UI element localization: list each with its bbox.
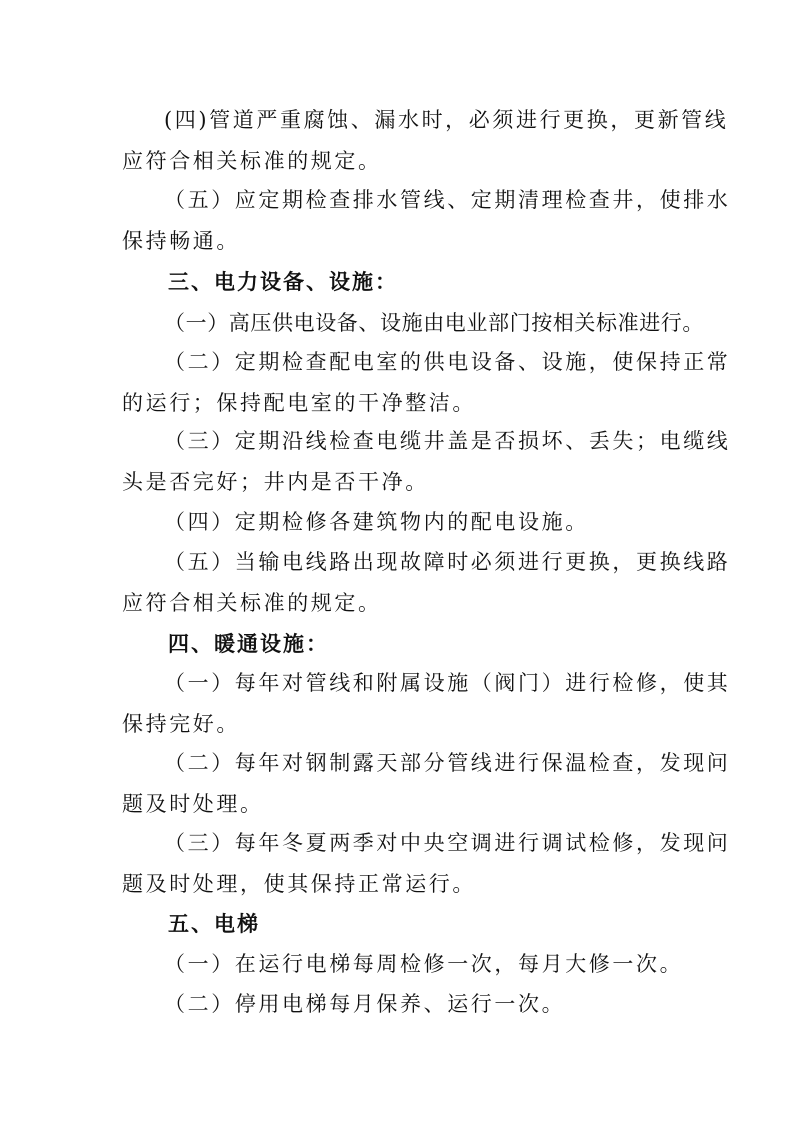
paragraph-line: （五）当输电线路出现故障时必须进行更换，更换线路 — [164, 550, 731, 574]
section-heading: 五、电梯 — [168, 911, 260, 936]
paragraph-line: （三）定期沿线检查电缆井盖是否损坏、丢失；电缆线 — [164, 429, 731, 453]
section-heading: 四、暖通设施： — [168, 631, 329, 656]
paragraph-line: （四）定期检修各建筑物内的配电设施。 — [164, 510, 589, 534]
paragraph-line: （三）每年冬夏两季对中央空调进行调试检修，发现问 — [164, 831, 731, 855]
paragraph-line: 应符合相关标准的规定。 — [122, 149, 382, 173]
paragraph-line: （二）每年对钢制露天部分管线进行保温检查，发现问 — [164, 751, 731, 775]
paragraph-line: (四)管道严重腐蚀、漏水时，必须进行更换，更新管线 — [164, 108, 729, 132]
paragraph-line: （一）每年对管线和附属设施（阀门）进行检修，使其 — [164, 671, 731, 695]
paragraph-line: （五）应定期检查排水管线、定期清理检查井，使排水 — [164, 188, 731, 212]
section-heading: 三、电力设备、设施： — [168, 269, 398, 294]
paragraph-line: 题及时处理，使其保持正常运行。 — [122, 872, 476, 896]
paragraph-line: 应符合相关标准的规定。 — [122, 591, 382, 615]
paragraph-line: 的运行；保持配电室的干净整洁。 — [122, 391, 476, 415]
paragraph-line: 头是否完好；井内是否干净。 — [122, 470, 429, 494]
paragraph-line: 保持完好。 — [122, 712, 240, 736]
paragraph-line: 题及时处理。 — [122, 792, 264, 816]
paragraph-line: （二）停用电梯每月保养、运行一次。 — [164, 992, 566, 1016]
paragraph-line: （一）在运行电梯每周检修一次，每月大修一次。 — [164, 952, 684, 976]
paragraph-line: （二）定期检查配电室的供电设备、设施，使保持正常 — [164, 350, 731, 374]
paragraph-line: 保持畅通。 — [122, 229, 240, 253]
paragraph-line: （一）高压供电设备、设施由电业部门按相关标准进行。 — [164, 311, 704, 335]
